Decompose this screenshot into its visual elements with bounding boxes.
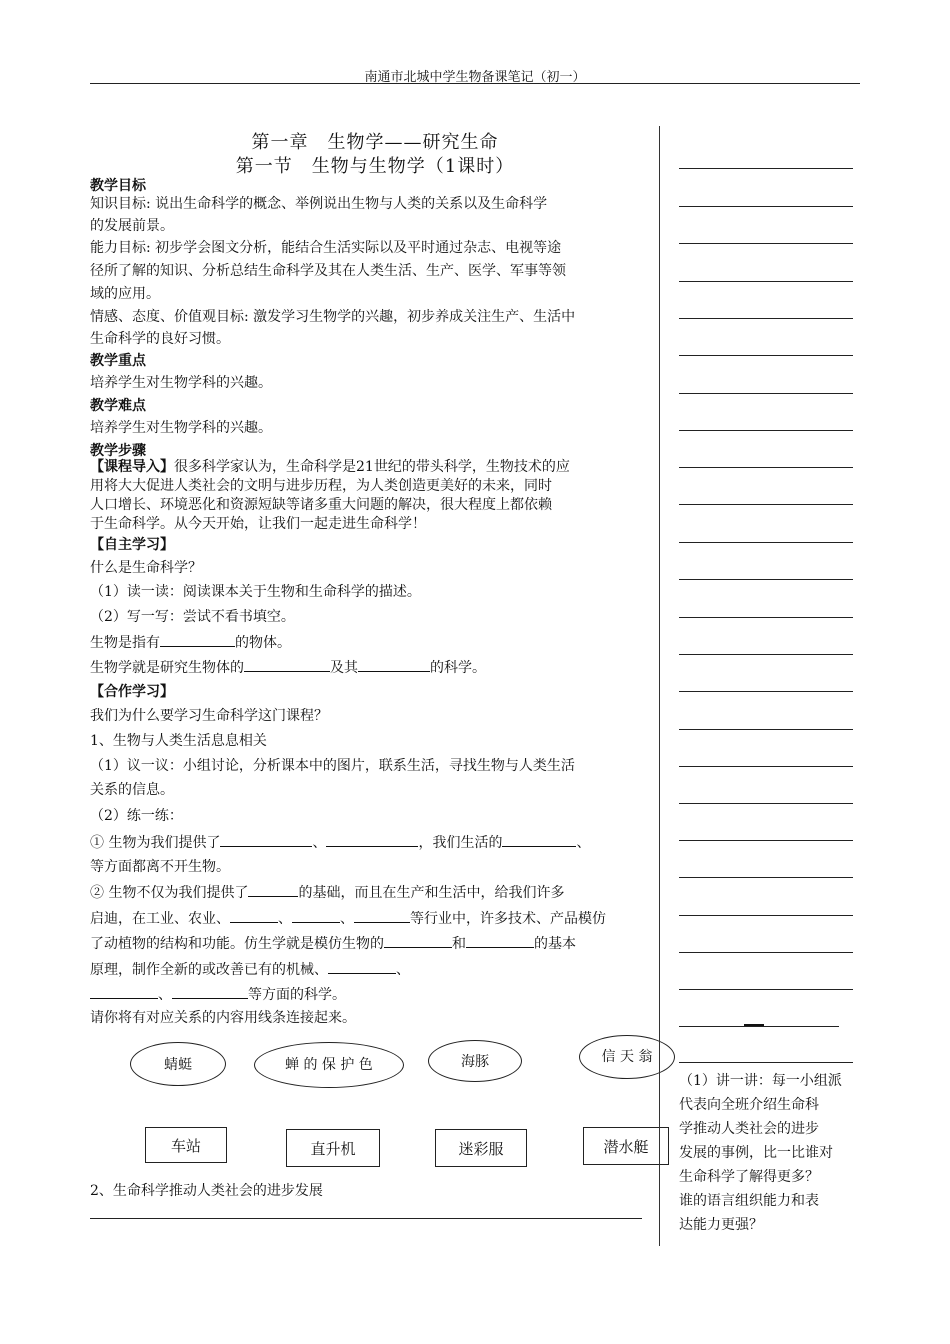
side-note-line: 发展的事例，比一比谁对 [679, 1145, 833, 1161]
discuss-line2: 关系的信息。 [90, 782, 174, 798]
intro-text1: 很多科学家认为，生命科学是21世纪的带头科学，生物技术的应 [174, 459, 570, 475]
p2-text-e: 、 [340, 911, 354, 927]
p2-blank4[interactable] [354, 907, 410, 923]
note-line[interactable] [679, 168, 853, 169]
margin-divider [659, 126, 660, 1246]
page-header: 南通市北城中学生物备课笔记（初一） [364, 70, 586, 85]
fill1-text-a: 生物是指有 [90, 635, 160, 651]
note-line[interactable] [679, 766, 853, 767]
p2-text-m: 等方面的科学。 [248, 987, 346, 1003]
p2-text-k: 、 [396, 962, 410, 978]
oval-label: 蜻蜓 [164, 1057, 192, 1073]
self-study-heading: 【自主学习】 [90, 537, 174, 553]
p2-blank8[interactable] [90, 983, 158, 999]
practice2-line1 [90, 881, 646, 904]
practice1-line1 [90, 831, 646, 854]
chapter-title: 第一章 生物学——研究生命 [251, 132, 499, 153]
note-line[interactable] [679, 915, 853, 916]
intro-line4: 于生命科学。从今天开始，让我们一起走进生命科学！ [90, 516, 426, 532]
answer-line[interactable] [90, 1218, 642, 1219]
side-note-line: 代表向全班介绍生命科 [679, 1097, 819, 1113]
p1-blank2[interactable] [326, 831, 418, 847]
box-label: 潜水艇 [603, 1137, 649, 1156]
goal-knowledge-line2: 的发展前景。 [90, 218, 174, 234]
box-camouflage-uniform[interactable] [435, 1129, 527, 1167]
note-line[interactable] [679, 617, 853, 618]
difficulty-heading: 教学难点 [90, 398, 146, 414]
header-rule [90, 83, 860, 84]
coop-item2: 2、生命科学推动人类社会的进步发展 [90, 1183, 323, 1199]
fill2-text-b: 及其 [330, 660, 358, 676]
practice2-line2 [90, 907, 646, 930]
steps-heading: 教学步骤 [90, 443, 146, 459]
section-title: 第一节 生物与生物学（1课时） [235, 156, 515, 177]
side-note [679, 1069, 859, 1237]
note-line[interactable] [679, 952, 853, 953]
oval-dolphin[interactable] [428, 1040, 522, 1082]
fill2-text-a: 生物学就是研究生物体的 [90, 660, 244, 676]
fill2-text-c: 的科学。 [430, 660, 486, 676]
oval-dragonfly[interactable] [130, 1042, 226, 1086]
p1-blank3[interactable] [502, 831, 576, 847]
goal-emotion-line2: 生命科学的良好习惯。 [90, 331, 230, 347]
side-note-line: 生命科学了解得更多？ [679, 1169, 819, 1185]
goal-emotion-line1: 情感、态度、价值观目标: 激发学习生物学的兴趣，初步养成关注生产、生活中 [90, 309, 576, 325]
note-line[interactable] [679, 803, 853, 804]
side-note-line: 达能力更强？ [679, 1217, 763, 1233]
connect-prompt: 请你将有对应关系的内容用线条连接起来。 [90, 1010, 356, 1026]
side-note-line: 谁的语言组织能力和表 [679, 1193, 819, 1209]
practice1-line2: 等方面都离不开生物。 [90, 859, 230, 875]
note-line[interactable] [679, 504, 853, 505]
p2-text-b: 的基础，而且在生产和生活中，给我们许多 [298, 885, 565, 901]
note-line[interactable] [679, 430, 853, 431]
p2-text-i: 的基本 [534, 936, 576, 952]
p2-blank6[interactable] [466, 932, 534, 948]
practice2-line5 [90, 983, 646, 1006]
coop-question: 我们为什么要学习生命科学这门课程？ [90, 708, 328, 724]
note-line[interactable] [679, 1062, 853, 1063]
p2-blank1[interactable] [248, 881, 298, 897]
intro-line3: 人口增长、环境恶化和资源短缺等诸多重大问题的解决，很大程度上都依赖 [90, 497, 552, 513]
box-submarine[interactable] [583, 1127, 669, 1165]
note-line[interactable] [679, 877, 853, 878]
p2-text-d: 、 [278, 911, 292, 927]
fill1-text-b: 的物体。 [235, 635, 291, 651]
discuss-line1: （1）议一议：小组讨论，分析课本中的图片，联系生活，寻找生物与人类生活 [90, 758, 575, 774]
box-helicopter[interactable] [286, 1129, 380, 1167]
box-station[interactable] [145, 1127, 227, 1163]
note-line[interactable] [679, 542, 853, 543]
note-line[interactable] [679, 467, 853, 468]
goal-ability-line3: 域的应用。 [90, 286, 160, 302]
self-question: 什么是生命科学？ [90, 560, 202, 576]
side-note-line: （1）讲一讲：每一小组派 [679, 1073, 842, 1089]
self-write: （2）写一写：尝试不看书填空。 [90, 609, 295, 625]
difficulty-text: 培养学生对生物学科的兴趣。 [90, 420, 272, 436]
note-line[interactable] [679, 1026, 839, 1027]
box-label: 车站 [170, 1136, 201, 1155]
note-line[interactable] [679, 355, 853, 356]
note-line[interactable] [679, 691, 853, 692]
p2-text-g: 了动植物的结构和功能。仿生学就是模仿生物的 [90, 936, 384, 952]
key-heading: 教学重点 [90, 353, 146, 369]
coop-item1: 1、生物与人类生活息息相关 [90, 733, 267, 749]
p2-text-l: 、 [158, 987, 172, 1003]
fill2-blank1[interactable] [244, 656, 330, 672]
p2-text-c: 启迪，在工业、农业、 [90, 911, 230, 927]
intro-line1 [90, 458, 646, 477]
note-line[interactable] [679, 654, 853, 655]
p2-blank5[interactable] [384, 932, 452, 948]
note-line[interactable] [679, 318, 853, 319]
coop-heading: 【合作学习】 [90, 684, 174, 700]
p2-text-f: 等行业中，许多技术、产品模仿 [410, 911, 606, 927]
p2-blank7[interactable] [328, 958, 396, 974]
practice2-line4 [90, 958, 646, 981]
note-line[interactable] [679, 281, 853, 282]
p1-text-b: 、 [312, 835, 327, 851]
goal-ability-line1: 能力目标: 初步学会图文分析，能结合生活实际以及平时通过杂志、电视等途 [90, 240, 562, 256]
note-line[interactable] [679, 393, 853, 394]
p2-text-a: ② 生物不仅为我们提供了 [90, 885, 249, 901]
p1-text-a: ① 生物为我们提供了 [90, 835, 221, 851]
p1-text-d: 、 [576, 835, 591, 851]
goals-heading: 教学目标 [90, 178, 146, 194]
self-read: （1）读一读：阅读课本关于生物和生命科学的描述。 [90, 584, 421, 600]
p1-text-c: ，我们生活的 [418, 835, 503, 851]
p1-blank1[interactable] [220, 831, 312, 847]
note-line[interactable] [679, 840, 853, 841]
oval-cicada-camouflage[interactable] [254, 1042, 404, 1088]
note-line[interactable] [679, 579, 853, 580]
note-line[interactable] [679, 729, 853, 730]
p2-blank9[interactable] [172, 983, 248, 999]
note-line-mark [744, 1024, 764, 1026]
intro-label: 【课程导入】 [90, 459, 174, 475]
goal-knowledge-line1: 知识目标: 说出生命科学的概念、举例说出生物与人类的关系以及生命科学 [90, 196, 548, 212]
p2-text-j: 原理，制作全新的或改善已有的机械、 [90, 962, 328, 978]
p2-blank2[interactable] [230, 907, 278, 923]
p2-blank3[interactable] [292, 907, 340, 923]
oval-label: 蝉 的 保 护 色 [285, 1056, 373, 1073]
fill-line1 [90, 631, 646, 654]
oval-albatross[interactable] [579, 1035, 675, 1079]
fill1-blank[interactable] [160, 631, 235, 647]
fill2-blank2[interactable] [358, 656, 430, 672]
side-note-line: 学推动人类社会的进步 [679, 1121, 819, 1137]
note-line[interactable] [679, 206, 853, 207]
oval-label: 海豚 [461, 1054, 489, 1070]
note-line[interactable] [679, 243, 853, 244]
note-line[interactable] [679, 989, 853, 990]
fill-line2 [90, 656, 646, 679]
p2-text-h: 和 [452, 936, 466, 952]
intro-line2: 用将大大促进人类社会的文明与进步历程，为人类创造更美好的未来，同时 [90, 478, 552, 494]
key-text: 培养学生对生物学科的兴趣。 [90, 375, 272, 391]
oval-label: 信 天 翁 [601, 1049, 653, 1065]
practice-heading: （2）练一练： [90, 808, 183, 824]
practice2-line3 [90, 932, 646, 955]
box-label: 迷彩服 [458, 1139, 504, 1158]
goal-ability-line2: 径所了解的知识、分析总结生命科学及其在人类生活、生产、医学、军事等领 [90, 263, 566, 279]
box-label: 直升机 [310, 1139, 356, 1158]
